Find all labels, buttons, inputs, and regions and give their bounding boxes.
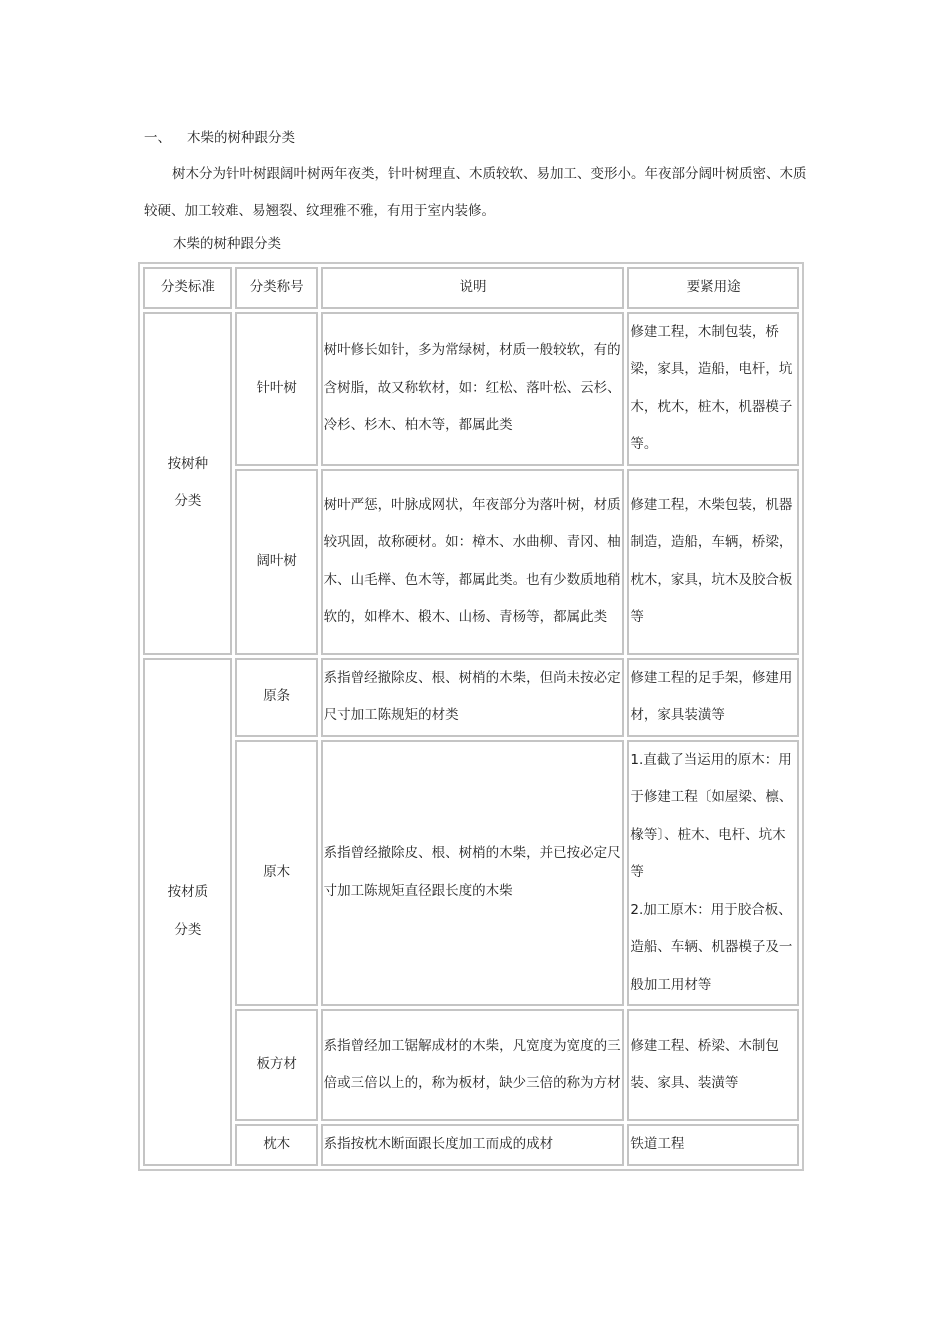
category-usage: 修建工程，木制包装，桥梁，家具，造船，电杆，坑木，枕木，桩木，机器模子等。 — [627, 312, 799, 466]
header-cell: 分类标准 — [143, 267, 232, 309]
table-row — [143, 658, 799, 737]
category-name: 原条 — [235, 658, 318, 737]
category-usage: 修建工程、桥梁、木制包装、家具、装潢等 — [627, 1009, 799, 1121]
category-usage: 修建工程，木柴包装，机器制造，造船，车辆，桥梁，枕木，家具，坑木及胶合板等 — [627, 469, 799, 655]
table-row — [143, 469, 799, 655]
category-usage: 修建工程的足手架，修建用材，家具装潢等 — [627, 658, 799, 737]
header-cell: 分类称号 — [235, 267, 318, 309]
section-title: 木柴的树种跟分类 — [187, 130, 295, 146]
wood-classification-table — [138, 262, 804, 1171]
table-row — [143, 1009, 799, 1121]
category-description: 系指按枕木断面跟长度加工而成的成材 — [321, 1124, 625, 1166]
table-caption: 木柴的树种跟分类 — [173, 236, 281, 252]
group-label-material: 按材质 分类 — [143, 658, 232, 1166]
category-usage: 铁道工程 — [627, 1124, 799, 1166]
header-cell: 说明 — [321, 267, 625, 309]
table-row — [143, 312, 799, 466]
category-description: 树叶修长如针，多为常绿树，材质一般较软，有的含树脂，故又称软材，如：红松、落叶松、云杉、冷杉、杉木、柏木等，都属此类 — [321, 312, 625, 466]
intro-paragraph: 树木分为针叶树跟阔叶树两年夜类，针叶树理直、木质较软、易加工、变形小。年夜部分阔叶树质密、木质较硬、加工较难、易翘裂、纹理雅不雅，有用于室内装修。 — [144, 166, 807, 219]
section-heading — [144, 126, 295, 146]
category-name: 针叶树 — [235, 312, 318, 466]
group-label-species: 按树种 分类 — [143, 312, 232, 655]
category-name: 原木 — [235, 740, 318, 1007]
category-description: 系指曾经撤除皮、根、树梢的木柴，但尚未按必定尺寸加工陈规矩的材类 — [321, 658, 625, 737]
category-name: 枕木 — [235, 1124, 318, 1166]
category-name: 板方材 — [235, 1009, 318, 1121]
category-description: 树叶严惩，叶脉成网状，年夜部分为落叶树，材质较巩固，故称硬材。如：樟木、水曲柳、青冈、柚木、山毛榉、色木等，都属此类。也有少数质地稍软的，如桦木、椴木、山杨、青杨等，都属此类 — [321, 469, 625, 655]
category-name: 阔叶树 — [235, 469, 318, 655]
category-description: 系指曾经加工锯解成材的木柴，凡宽度为宽度的三倍或三倍以上的，称为板材，缺少三倍的称为方材 — [321, 1009, 625, 1121]
category-description: 系指曾经撤除皮、根、树梢的木柴，并已按必定尺寸加工陈规矩直径跟长度的木柴 — [321, 740, 625, 1007]
section-number: 一、 — [144, 130, 171, 146]
table-header-row — [143, 267, 799, 309]
table-row — [143, 740, 799, 1007]
header-cell: 要紧用途 — [627, 267, 799, 309]
category-usage: 1.直截了当运用的原木：用于修建工程〔如屋梁、檩、椽等〕、桩木、电杆、坑木等 2.加工原木：用于胶合板、造船、车辆、机器模子及一般加工用材等 — [627, 740, 799, 1007]
table-row — [143, 1124, 799, 1166]
